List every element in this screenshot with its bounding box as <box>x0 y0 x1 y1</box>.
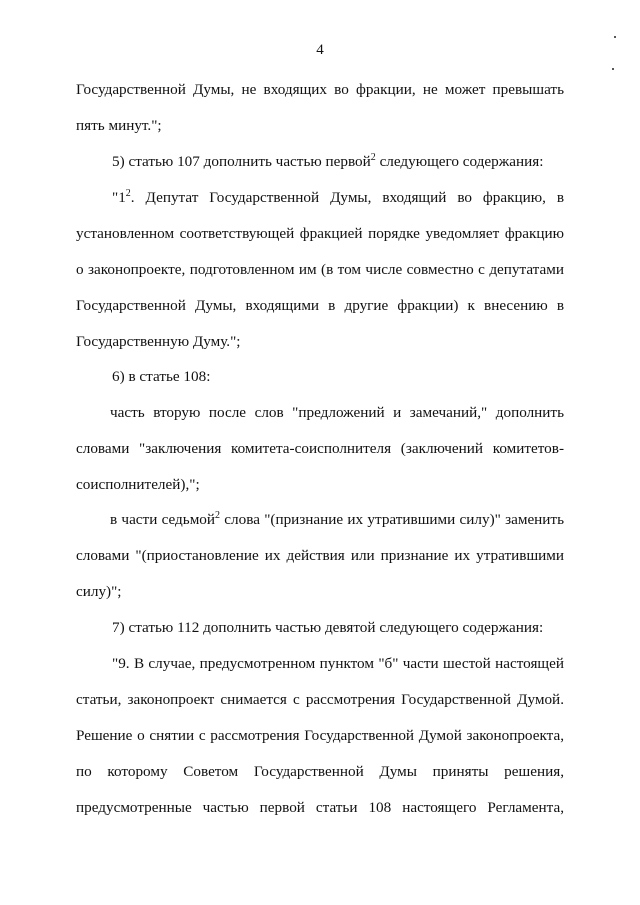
text-span: . Депутат Государственной Думы, входящий во фракцию, в <box>130 189 564 206</box>
text-line: Государственной Думы, не входящих во фракции, не может превышать <box>76 81 564 98</box>
text-line: часть вторую после слов "предложений и замечаний," дополнить <box>110 404 564 421</box>
text-line: Государственной Думы, входящими в другие фракции) к внесению в <box>76 297 564 314</box>
text-span: следующего содержания: <box>375 153 544 170</box>
text-span: слова "(признание их утратившими силу)" заменить <box>220 511 564 528</box>
text-line: статьи, законопроект снимается с рассмотрения Государственной Думой. <box>76 691 564 708</box>
text-span: "1 <box>112 189 126 206</box>
text-span: 5) статью 107 дополнить частью первой <box>112 153 371 170</box>
text-line: "9. В случае, предусмотренном пунктом "б" части шестой настоящей <box>112 655 564 672</box>
superscript: 2 <box>370 152 376 163</box>
text-line: 7) статью 112 дополнить частью девятой следующего содержания: <box>112 619 544 636</box>
page-number: 4 <box>316 42 324 58</box>
text-span: в части седьмой <box>110 511 216 528</box>
text-line: о законопроекте, подготовленном им (в том числе совместно с депутатами <box>76 261 564 278</box>
text-line: Государственную Думу."; <box>76 333 241 350</box>
scan-mark <box>614 36 616 38</box>
text-line: предусмотренные частью первой статьи 108 настоящего Регламента, <box>76 799 564 816</box>
text-line: словами "(приостановление их действия или признание их утратившими <box>76 547 564 564</box>
text-line: словами "заключения комитета-соисполнителя (заключений комитетов- <box>76 440 564 457</box>
scan-mark <box>612 68 614 70</box>
text-line <box>112 152 564 172</box>
text-line <box>112 188 564 208</box>
superscript: 2 <box>215 510 221 521</box>
text-line: установленном соответствующей фракцией порядке уведомляет фракцию <box>76 225 564 242</box>
text-line: силу)"; <box>76 583 122 600</box>
text-line: соисполнителей),"; <box>76 476 200 493</box>
text-line: пять минут."; <box>76 117 162 134</box>
text-line: по которому Советом Государственной Думы приняты решения, <box>76 763 564 780</box>
text-line <box>110 510 564 530</box>
superscript: 2 <box>125 188 131 199</box>
text-line: Решение о снятии с рассмотрения Государственной Думой законопроекта, <box>76 727 564 744</box>
text-line: 6) в статье 108: <box>112 368 211 385</box>
